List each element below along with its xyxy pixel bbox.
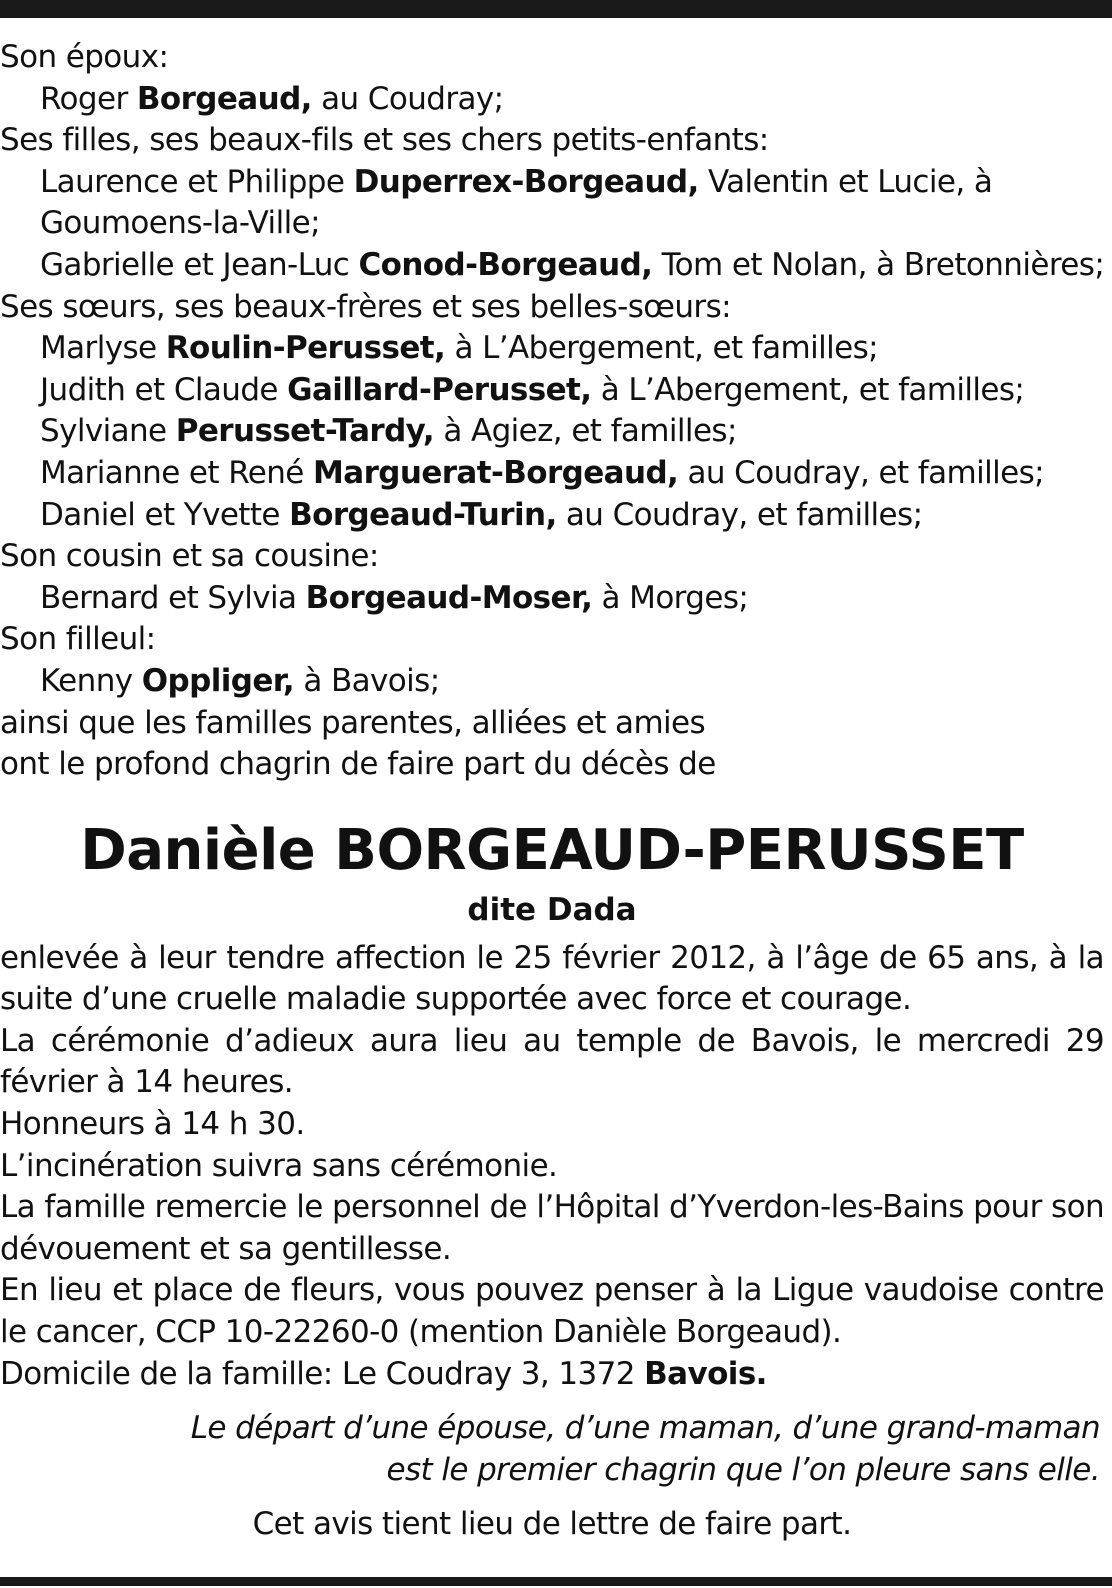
relative-given-names: Daniel et Yvette — [40, 496, 290, 533]
bottom-rule — [0, 1577, 1112, 1586]
relative-family-name: Roulin-Perusset, — [165, 330, 446, 367]
domicile-text: Domicile de la famille: Le Coudray 3, 1372 — [0, 1355, 645, 1392]
relative-entry — [0, 411, 1104, 453]
deceased-name: Danièle BORGEAUD-PERUSSET — [80, 817, 1024, 883]
top-rule — [0, 0, 1112, 18]
relative-place: au Coudray, et familles; — [556, 496, 923, 533]
relative-given-names: Marianne et René — [40, 454, 313, 491]
relative-family-name: Oppliger, — [141, 662, 295, 699]
relative-entry — [0, 495, 1104, 537]
relative-given-names: Roger — [40, 80, 137, 117]
relatives-heading: Ses filles, ses beaux-fils et ses chers petits-enfants: — [0, 122, 769, 159]
relative-family-name: Marguerat-Borgeaud, — [313, 454, 679, 491]
relative-family-name: Borgeaud-Moser, — [305, 579, 593, 616]
closing-note: Cet avis tient lieu de lettre de faire part. — [252, 1506, 852, 1543]
quote-line: Le départ d’une épouse, d’une maman, d’une grand-maman — [190, 1410, 1100, 1447]
relative-given-names: Laurence et Philippe — [40, 163, 354, 200]
relative-place: au Coudray, et familles; — [678, 454, 1044, 491]
relative-given-names: Marlyse — [40, 330, 166, 367]
relatives-heading: Son cousin et sa cousine: — [0, 538, 379, 575]
relative-entry — [0, 578, 1104, 620]
relative-place: à Bavois; — [294, 662, 440, 699]
deceased-nickname: dite Dada — [467, 891, 637, 928]
relative-given-names: Bernard et Sylvia — [40, 579, 306, 616]
relatives-heading: Son époux: — [0, 39, 169, 75]
detail-paragraph: enlevée à leur tendre affection le 25 février 2012, à l’âge de 65 ans, à la suite d’une cruelle maladie supportée avec force et courage. — [0, 939, 1104, 1018]
detail-paragraph: Honneurs à 14 h 30. — [0, 1106, 305, 1143]
relative-given-names: Sylviane — [40, 413, 176, 450]
relative-place: à L’Abergement, et familles; — [591, 371, 1025, 408]
relative-entry — [0, 245, 1104, 287]
relative-entry — [0, 79, 1104, 121]
relative-given-names: Gabrielle et Jean-Luc — [40, 246, 359, 283]
relative-place: à Agiez, et familles; — [434, 413, 737, 450]
relative-family-name: Conod-Borgeaud, — [358, 246, 653, 283]
relative-entry — [0, 328, 1104, 370]
relative-place: Tom et Nolan, à Bretonnières; — [652, 246, 1105, 283]
relative-family-name: Gaillard-Perusset, — [287, 371, 592, 408]
relative-entry — [0, 453, 1104, 495]
relatives-heading: Ses sœurs, ses beaux-frères et ses belles-sœurs: — [0, 288, 731, 325]
relative-family-name: Perusset-Tardy, — [175, 413, 435, 450]
relative-entry — [0, 661, 1104, 703]
details-section — [0, 938, 1104, 1396]
relatives-heading: Son filleul: — [0, 621, 156, 658]
detail-paragraph: En lieu et place de fleurs, vous pouvez penser à la Ligue vaudoise contre le cancer, CCP 10-22260-0 (mention Danièle Borgeaud). — [0, 1272, 1104, 1351]
relative-place: à L’Abergement, et familles; — [445, 330, 878, 367]
detail-paragraph: La famille remercie le personnel de l’Hôpital d’Yverdon-les-Bains pour son dévouement et sa gentillesse. — [0, 1189, 1104, 1267]
relatives-heading: ont le profond chagrin de faire part du décès de — [0, 746, 716, 783]
detail-paragraph: La cérémonie d’adieux aura lieu au temple de Bavois, le mercredi 29 février à 14 heures. — [0, 1022, 1104, 1101]
obituary-notice — [0, 37, 1104, 1545]
domicile-town: Bavois. — [644, 1355, 767, 1392]
relative-entry — [0, 162, 1000, 245]
relative-given-names: Kenny — [40, 662, 142, 699]
relative-place: à Morges; — [592, 579, 749, 616]
relative-place: au Coudray; — [311, 80, 504, 117]
quote-line: est le premier chagrin que l’on pleure sans elle. — [386, 1452, 1100, 1489]
closing-quote — [0, 1407, 1104, 1491]
relative-place: Valentin et Lucie, à Goumoens-la-Ville; — [40, 163, 993, 242]
relative-family-name: Borgeaud, — [136, 80, 312, 117]
relative-family-name: Borgeaud-Turin, — [289, 496, 557, 533]
relatives-list — [0, 37, 1104, 786]
relatives-heading: ainsi que les familles parentes, alliées et amies — [0, 704, 706, 741]
relative-given-names: Judith et Claude — [40, 371, 288, 408]
domicile-line — [0, 1354, 1104, 1396]
relative-family-name: Duperrex-Borgeaud, — [353, 163, 699, 200]
relative-entry — [0, 370, 1104, 412]
detail-paragraph: L’incinération suivra sans cérémonie. — [0, 1147, 558, 1184]
